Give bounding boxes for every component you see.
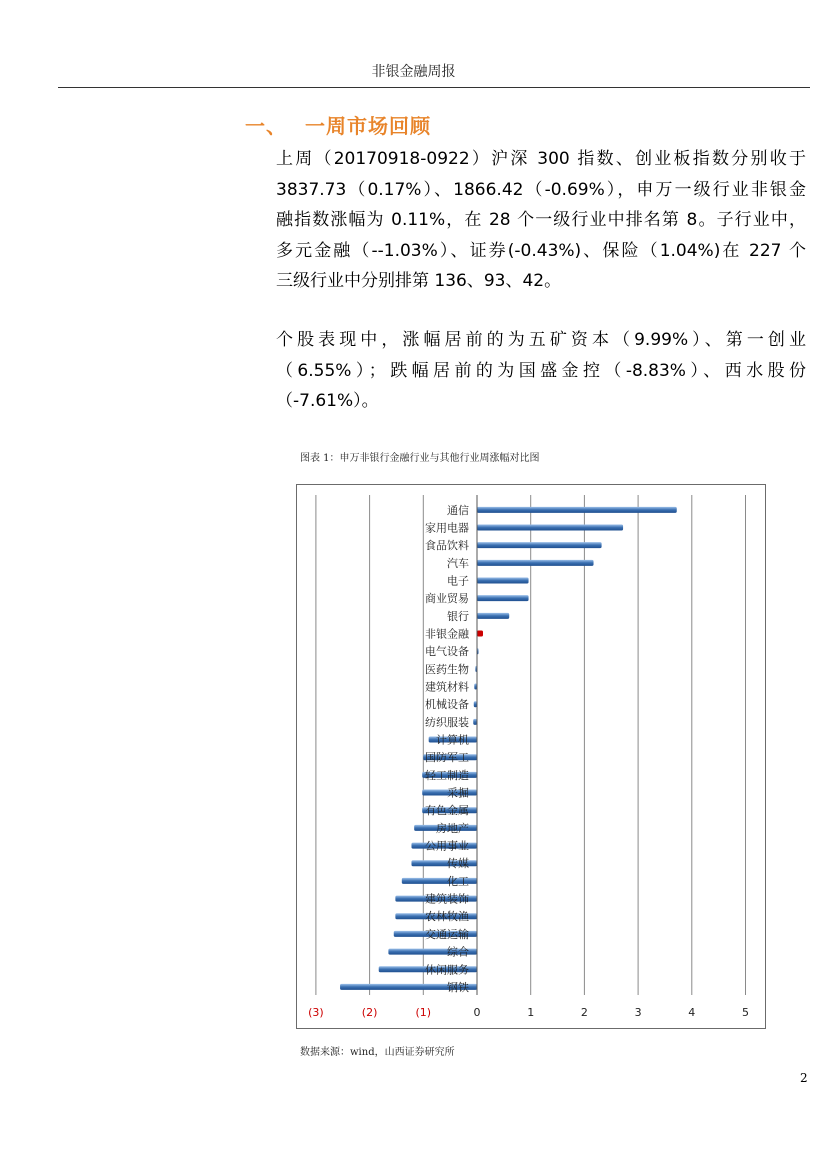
category-label: 家用电器 [425,521,469,535]
x-tick-label: 2 [580,1006,588,1019]
chart-bar [477,560,594,566]
category-label: 计算机 [436,733,469,747]
chart-bar [477,595,529,601]
x-tick-label: 3 [634,1006,642,1019]
category-label: 房地产 [436,821,469,835]
category-label: 机械设备 [425,698,469,712]
category-label: 建筑材料 [425,680,469,694]
chart-svg [297,485,765,1028]
category-label: 通信 [447,503,469,517]
x-tick-label: 5 [742,1006,749,1019]
category-label: 公用事业 [425,839,469,853]
category-label: 电子 [447,574,469,588]
header-divider [58,87,810,88]
x-tick-label: 0 [473,1006,481,1019]
chart-bar [477,542,602,548]
category-label: 国防军工 [425,751,469,765]
category-label: 建筑装饰 [425,892,469,906]
chart-bar [477,507,677,513]
paragraph-line: 多元金融（--1.03%）、证券(-0.43%)、保险（1.04%)在 227 个 [276,240,806,261]
category-label: 商业贸易 [425,592,469,606]
category-label: 医药生物 [425,662,469,676]
category-label: 轻工制造 [425,768,469,782]
category-label: 休闲服务 [425,963,469,977]
category-label: 化工 [447,874,469,888]
category-label: 汽车 [447,556,469,570]
chart-bar [477,578,529,584]
paragraph-line: （-7.61%）。 [276,391,379,412]
x-tick-label: (1) [415,1006,432,1019]
chart-bar [473,719,477,725]
paragraph-line: 三级行业中分别排第 136、93、42。 [276,271,562,292]
industry-comparison-chart [296,484,766,1029]
chart-bar [477,613,509,619]
category-label: 纺织服装 [425,715,469,729]
paragraph-line: （6.55%）；跌幅居前的为国盛金控（-8.83%）、西水股份 [276,360,806,381]
stock-performance-paragraph [276,325,806,417]
section-title: 一周市场回顾 [305,114,431,138]
figure-source: 数据来源：wind，山西证券研究所 [300,1047,455,1058]
page-number: 2 [800,1071,808,1085]
x-tick-label: (3) [308,1006,324,1019]
category-label: 有色金属 [425,804,469,818]
chart-bar [477,631,483,637]
section-heading [245,110,431,139]
category-label: 综合 [447,945,469,959]
chart-bar [477,525,623,531]
paragraph-line: 个股表现中，涨幅居前的为五矿资本（9.99%）、第一创业 [276,330,806,350]
category-label: 电气设备 [425,645,469,659]
paragraph-line: 3837.73（0.17%）、1866.42（-0.69%），申万一级行业非银金 [276,179,806,200]
category-label: 食品饮料 [425,539,469,553]
category-label: 交通运输 [425,927,469,941]
market-review-paragraph [276,144,806,297]
paragraph-line: 融指数涨幅为 0.11%，在 28 个一级行业中排名第 8。子行业中， [276,210,806,231]
x-tick-label: (2) [361,1006,378,1019]
category-label: 钢铁 [447,980,469,994]
category-label: 银行 [447,609,469,623]
figure-caption: 图表 1：申万非银行金融行业与其他行业周涨幅对比图 [300,453,540,464]
category-label: 采掘 [447,786,469,800]
paragraph-line: 上周（20170918-0922）沪深 300 指数、创业板指数分别收于 [276,149,806,169]
report-header-title: 非银金融周报 [371,64,456,80]
category-label: 农林牧渔 [425,910,469,924]
x-tick-label: 1 [527,1006,535,1019]
category-label: 非银金融 [425,627,469,641]
section-number: 一、 [245,114,287,138]
x-tick-label: 4 [688,1006,696,1019]
category-label: 传媒 [447,857,469,871]
